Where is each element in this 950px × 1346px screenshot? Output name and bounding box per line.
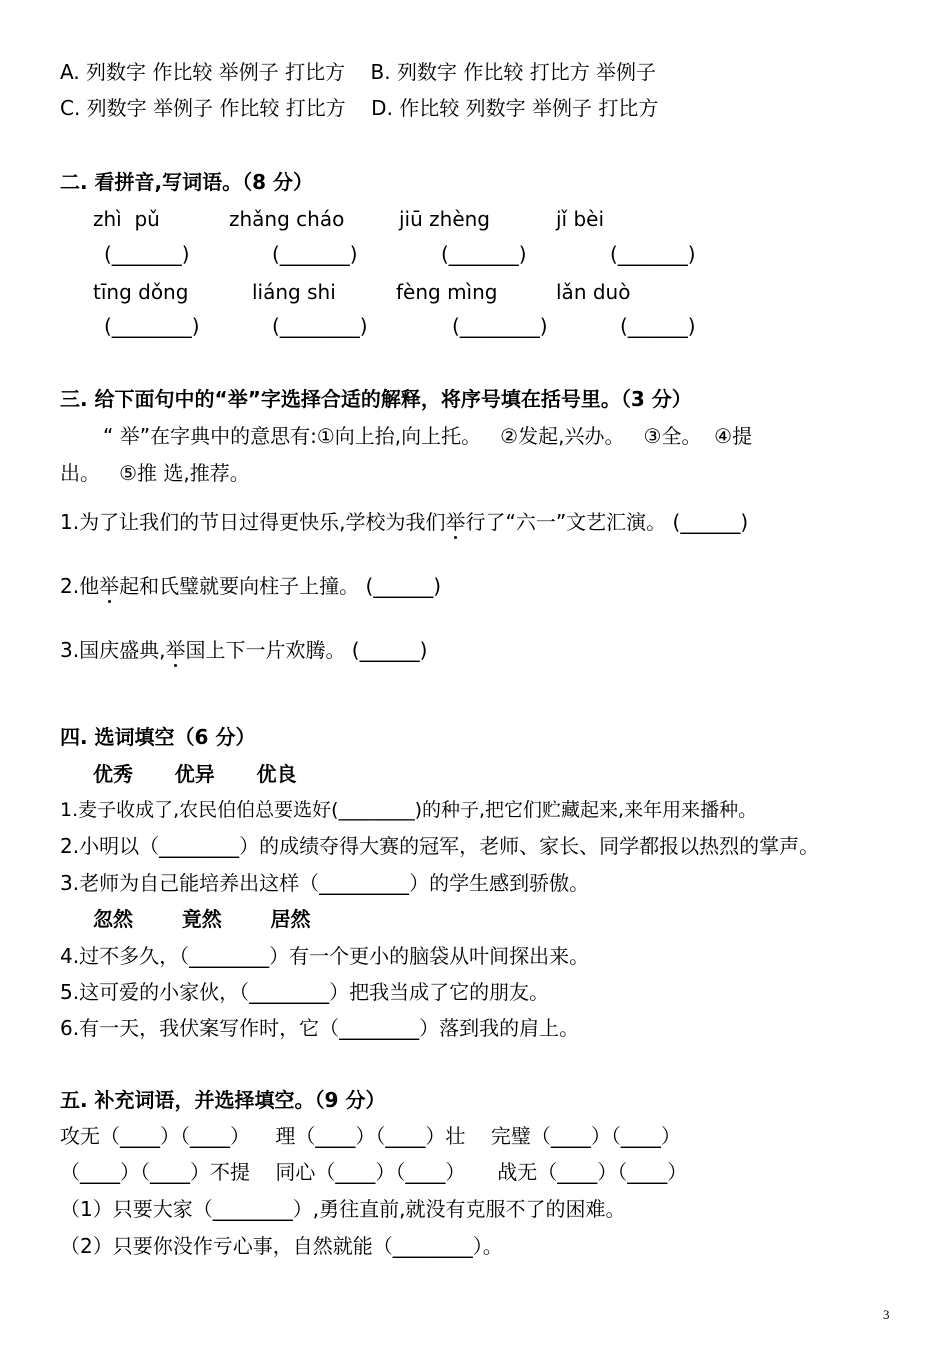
pinyin: liáng shi xyxy=(252,280,336,304)
answer-blank[interactable]: (______) xyxy=(620,314,696,338)
answer-blank[interactable]: (_______) xyxy=(104,242,190,266)
definition-line: “ 举”在字典中的意思有:①向上抬,向上托。 ②发起,兴办。 ③全。 ④提 xyxy=(103,424,753,448)
section-2-title: 二. 看拼音,写词语。（8 分） xyxy=(60,170,314,194)
section-4-title: 四. 选词填空（6 分） xyxy=(60,725,256,749)
pinyin: tīng dǒng xyxy=(93,280,189,304)
answer-blank[interactable]: (_______) xyxy=(272,242,358,266)
emphasis-char: 举 xyxy=(445,510,466,534)
sentence-2: 2.他举起和氏璧就要向柱子上撞。 (______) xyxy=(60,574,442,598)
word-choices: 忽然 竟然 居然 xyxy=(93,907,311,931)
fill-question: （2）只要你没作亏心事，自然就能（________）。 xyxy=(60,1234,503,1258)
sentence-3: 3.国庆盛典,举国上下一片欢腾。 (______) xyxy=(60,638,428,662)
pinyin: zhǎng cháo xyxy=(229,207,345,231)
option-row-cd: C. 列数字 举例子 作比较 打比方 D. 作比较 列数字 举例子 打比方 xyxy=(60,96,659,120)
word-choices: 优秀 优异 优良 xyxy=(93,762,297,786)
section-3-title: 三. 给下面句中的“举”字选择合适的解释，将序号填在括号里。（3 分） xyxy=(60,387,692,411)
emphasis-char: 举 xyxy=(165,638,186,662)
idiom-row: 攻无（____）（____） 理（____）（____）壮 完璧（____）（____） xyxy=(60,1124,681,1148)
fill-question: 1.麦子收成了,农民伯伯总要选好(________)的种子,把它们贮藏起来,来年用来播种。 xyxy=(60,799,758,821)
answer-blank[interactable]: (________) xyxy=(104,314,200,338)
fill-question: 6.有一天，我伏案写作时，它（________）落到我的肩上。 xyxy=(60,1016,580,1040)
fill-question: 4.过不多久，（________）有一个更小的脑袋从叶间探出来。 xyxy=(60,944,590,968)
emphasis-char: 举 xyxy=(99,574,120,598)
pinyin: lǎn duò xyxy=(556,280,631,304)
answer-blank[interactable]: (________) xyxy=(452,314,548,338)
answer-blank[interactable]: (_______) xyxy=(610,242,696,266)
fill-question: 2.小明以（________）的成绩夺得大赛的冠军，老师、家长、同学都报以热烈的掌声。 xyxy=(60,834,820,858)
answer-blank[interactable]: (________) xyxy=(272,314,368,338)
pinyin: jǐ bèi xyxy=(556,207,605,231)
fill-question: （1）只要大家（________）,勇往直前,就没有克服不了的困难。 xyxy=(60,1197,626,1221)
option-row-ab: A. 列数字 作比较 举例子 打比方 B. 列数字 作比较 打比方 举例子 xyxy=(60,60,657,84)
definition-line: 出。 ⑤推 选,推荐。 xyxy=(60,461,250,485)
pinyin: zhì pǔ xyxy=(93,207,160,231)
pinyin: fèng mìng xyxy=(396,280,498,304)
section-5-title: 五. 补充词语，并选择填空。（9 分） xyxy=(60,1088,386,1112)
sentence-1: 1.为了让我们的节日过得更快乐,学校为我们举行了“六一”文艺汇演。 (______) xyxy=(60,510,749,534)
fill-question: 5.这可爱的小家伙，（________）把我当成了它的朋友。 xyxy=(60,980,550,1004)
pinyin: jiū zhèng xyxy=(399,207,490,231)
idiom-row: （____）（____）不提 同心（____）（____） 战无（____）（____） xyxy=(60,1160,688,1184)
answer-blank[interactable]: (_______) xyxy=(441,242,527,266)
page-number: 3 xyxy=(883,1307,890,1322)
fill-question: 3.老师为自己能培养出这样（_________）的学生感到骄傲。 xyxy=(60,871,590,895)
